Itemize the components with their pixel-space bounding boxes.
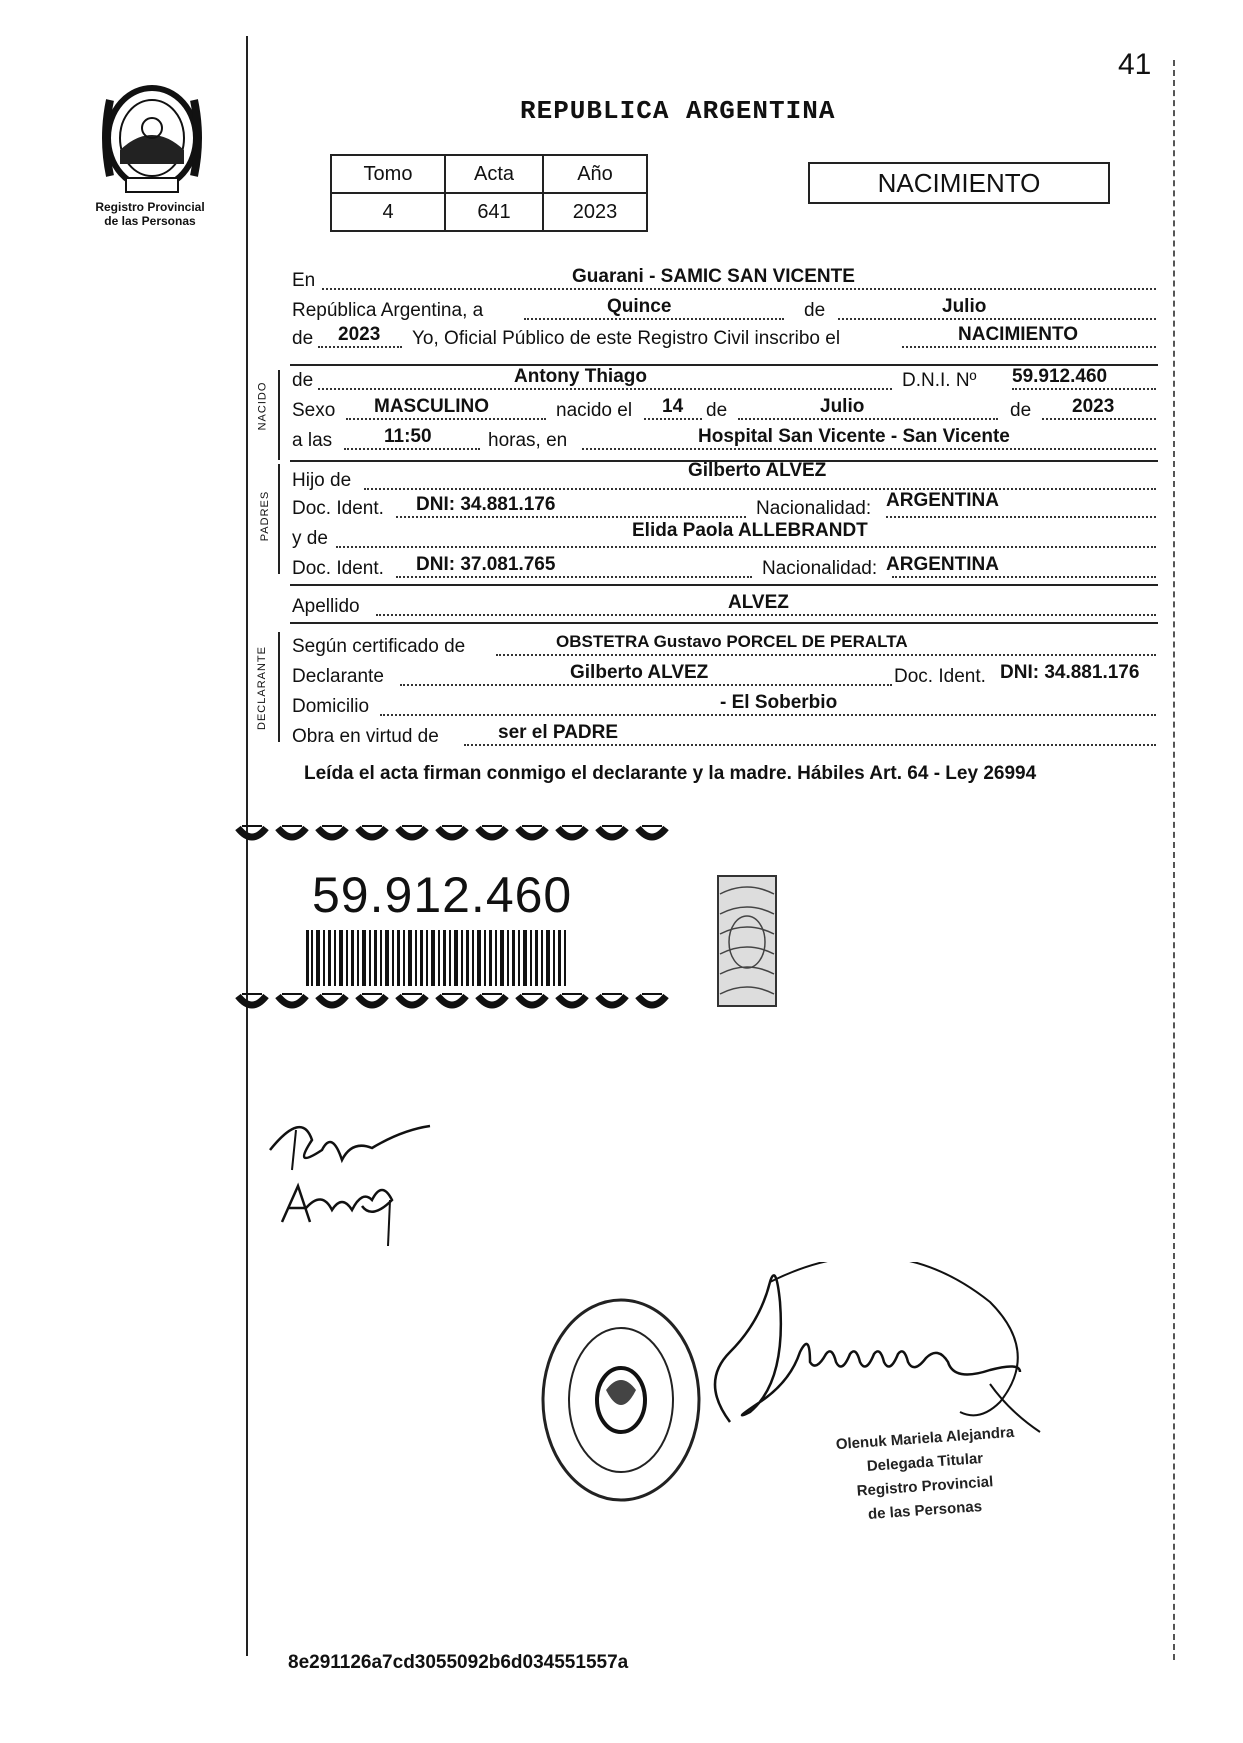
document-hash: 8e291126a7cd3055092b6d034551557a	[288, 1652, 629, 1673]
section-bracket	[278, 370, 280, 460]
section-label-padres: PADRES	[259, 490, 272, 542]
dotted-line	[524, 318, 784, 320]
registry-name	[70, 200, 230, 228]
official-registry-sub: de las Personas	[867, 1498, 983, 1523]
apellido-value: ALVEZ	[728, 592, 789, 613]
dotted-line	[582, 448, 1156, 450]
table-cell-tomo: 4	[331, 193, 445, 231]
mother-nationality-value: ARGENTINA	[886, 554, 999, 575]
nacido-row-sex	[292, 396, 1156, 424]
month-value: Julio	[942, 296, 987, 317]
birth-place-value: Hospital San Vicente - San Vicente	[698, 426, 1010, 447]
de-label: de	[292, 370, 314, 391]
time-value: 11:50	[384, 426, 432, 447]
dotted-line	[886, 516, 1156, 518]
apellido-label: Apellido	[292, 596, 360, 617]
act-type-box: NACIMIENTO	[808, 162, 1110, 204]
year-value: 2023	[338, 324, 381, 345]
dotted-line	[496, 654, 1156, 656]
security-strip-bottom	[232, 992, 672, 1014]
mother-name-value: Elida Paola ALLEBRANDT	[632, 520, 868, 541]
alas-label: a las	[292, 430, 333, 451]
intro-row-year	[292, 324, 1156, 352]
dotted-line	[376, 614, 1156, 616]
dotted-line	[902, 346, 1156, 348]
section-label-nacido: NACIDO	[256, 381, 269, 431]
nacido-label: nacido el	[556, 400, 633, 421]
official-stamp	[536, 1290, 706, 1510]
cert-value: OBSTETRA Gustavo PORCEL DE PERALTA	[556, 632, 908, 651]
horas-label: horas, en	[488, 430, 568, 451]
dotted-line	[344, 448, 480, 450]
de-label: de	[706, 400, 728, 421]
act-value: NACIMIENTO	[958, 324, 1078, 345]
de-label: de	[804, 300, 826, 321]
left-margin-rule	[246, 36, 248, 1656]
domicilio-value: - El Soberbio	[720, 692, 838, 713]
en-label: En	[292, 270, 316, 291]
security-strip-top	[232, 824, 672, 846]
declarante-doc-value: DNI: 34.881.176	[1000, 662, 1140, 683]
dotted-line	[1012, 388, 1156, 390]
padres-row-father-doc	[292, 490, 1156, 522]
obra-label: Obra en virtud de	[292, 726, 439, 747]
birth-year-value: 2023	[1072, 396, 1115, 417]
dotted-line	[380, 714, 1156, 716]
nacionalidad-label: Nacionalidad:	[762, 558, 878, 579]
declarante-value: Gilberto ALVEZ	[570, 662, 709, 683]
dotted-line	[838, 318, 1156, 320]
dotted-line	[322, 288, 1156, 290]
declarante-row-reason	[292, 722, 1156, 750]
dotted-line	[346, 418, 546, 420]
father-name-value: Gilberto ALVEZ	[688, 460, 827, 481]
birth-day-value: 14	[662, 396, 684, 417]
table-cell-anio: 2023	[543, 193, 647, 231]
intro-row-date	[292, 296, 1156, 324]
officer-text: Yo, Oficial Público de este Registro Civil inscribo el	[412, 328, 841, 349]
child-name-value: Antony Thiago	[514, 366, 647, 387]
declarante-row-name	[292, 662, 1156, 690]
cert-label: Según certificado de	[292, 636, 466, 657]
dotted-line	[892, 576, 1156, 578]
official-registry: Registro Provincial	[856, 1473, 994, 1500]
dotted-line	[396, 516, 746, 518]
place-value: Guarani - SAMIC SAN VICENTE	[572, 266, 855, 287]
section-divider	[290, 622, 1158, 624]
hijo-label: Hijo de	[292, 470, 352, 491]
table-header: Tomo	[331, 155, 445, 193]
page-title: REPUBLICA ARGENTINA	[520, 96, 836, 126]
dotted-line	[318, 346, 402, 348]
sexo-value: MASCULINO	[374, 396, 490, 417]
doc-label: Doc. Ident.	[292, 558, 384, 579]
birth-month-value: Julio	[820, 396, 865, 417]
dotted-line	[318, 388, 892, 390]
nacionalidad-label: Nacionalidad:	[756, 498, 872, 519]
right-margin-rule	[1173, 60, 1175, 1660]
nacido-row-name	[292, 366, 1156, 394]
obra-value: ser el PADRE	[498, 722, 619, 743]
registry-name-line: de las Personas	[104, 214, 196, 228]
dotted-line	[644, 418, 702, 420]
record-table	[330, 154, 648, 232]
republica-label: República Argentina, a	[292, 300, 484, 321]
domicilio-label: Domicilio	[292, 696, 370, 717]
table-cell-acta: 641	[445, 193, 543, 231]
barcode-icon	[306, 930, 568, 986]
padres-row-mother	[292, 520, 1156, 552]
table-header: Año	[543, 155, 647, 193]
declarante-label: Declarante	[292, 666, 384, 687]
id-number-label: 59.912.460	[312, 867, 573, 923]
section-bracket	[278, 464, 280, 574]
declarante-row-cert	[292, 632, 1156, 660]
mother-doc-value: DNI: 37.081.765	[416, 554, 556, 575]
year-prefix: de	[292, 328, 314, 349]
child-dni-value: 59.912.460	[1012, 366, 1108, 387]
registry-name-line: Registro Provincial	[95, 200, 205, 214]
dotted-line	[1042, 418, 1156, 420]
section-divider	[290, 584, 1158, 586]
dotted-line	[464, 744, 1156, 746]
provincial-seal-icon	[96, 80, 208, 198]
father-doc-value: DNI: 34.881.176	[416, 494, 556, 515]
doc-label: Doc. Ident.	[894, 666, 986, 687]
father-nationality-value: ARGENTINA	[886, 490, 999, 511]
official-name: Olenuk Mariela Alejandra	[835, 1423, 1015, 1454]
sexo-label: Sexo	[292, 400, 336, 421]
dotted-line	[738, 418, 998, 420]
dotted-line	[400, 684, 892, 686]
declarante-row-address	[292, 692, 1156, 720]
yde-label: y de	[292, 528, 328, 549]
dotted-line	[396, 576, 752, 578]
closing-statement: Leída el acta firman conmigo el declarante y la madre. Hábiles Art. 64 - Ley 26994	[304, 763, 1037, 784]
intro-row-place	[292, 266, 1156, 294]
official-title: Delegada Titular	[866, 1449, 984, 1476]
doc-label: Doc. Ident.	[292, 498, 384, 519]
table-header: Acta	[445, 155, 543, 193]
nacido-row-time	[292, 426, 1156, 454]
page-number: 41	[1118, 48, 1152, 81]
hologram-icon	[716, 874, 778, 1008]
padres-row-mother-doc	[292, 554, 1156, 582]
signature-declarant	[262, 1110, 442, 1250]
padres-row-father	[292, 460, 1156, 494]
section-label-declarante: DECLARANTE	[255, 646, 268, 730]
de-label: de	[1010, 400, 1032, 421]
dni-label: D.N.I. Nº	[902, 370, 977, 391]
apellido-row	[292, 592, 1156, 620]
section-bracket	[278, 632, 280, 742]
dotted-line	[364, 488, 1156, 490]
dotted-line	[336, 546, 1156, 548]
day-value: Quince	[607, 296, 672, 317]
